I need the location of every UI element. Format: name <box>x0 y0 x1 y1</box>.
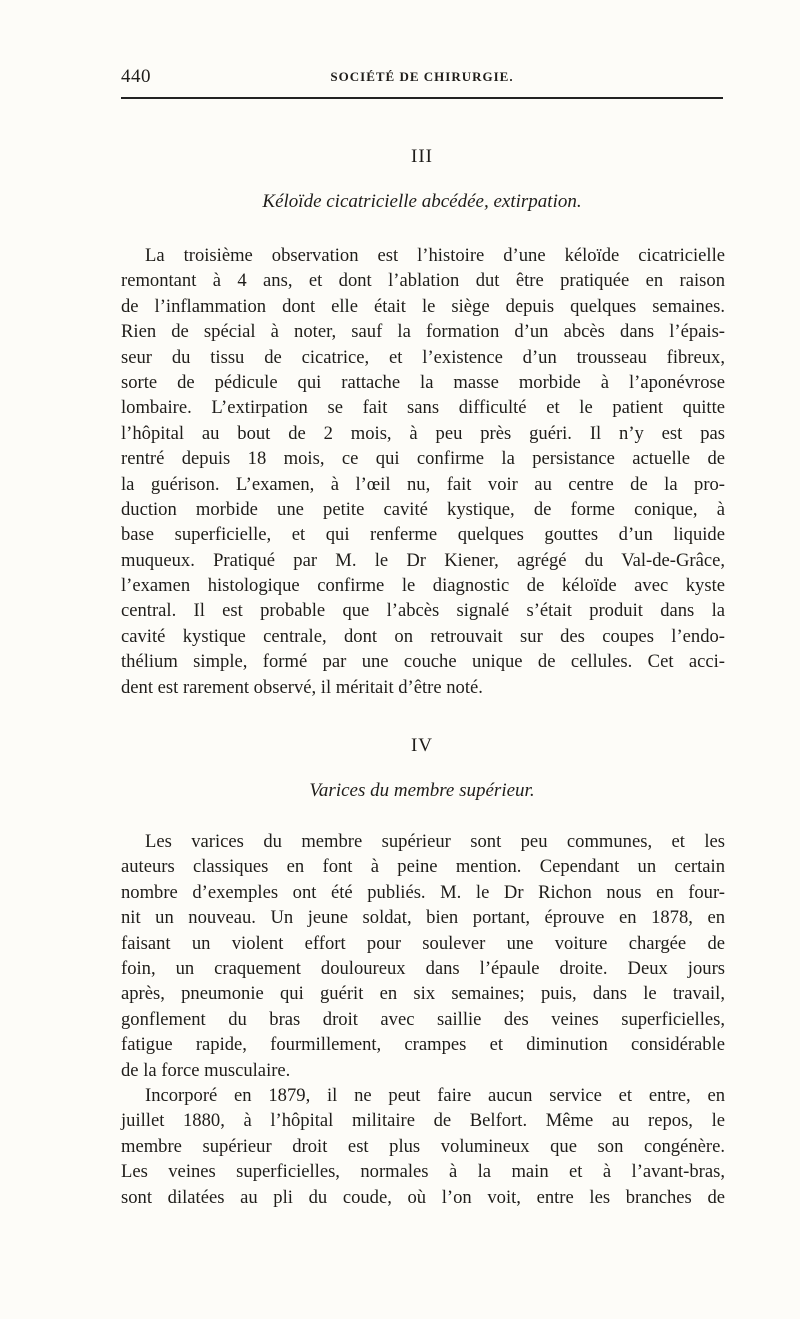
text-line: sorte de pédicule qui rattache la masse morbide à l’aponévrose <box>121 371 725 393</box>
section-title: Kéloïde cicatricielle abcédée, extirpation. <box>262 191 582 212</box>
text-line: membre supérieur droit est plus volumineux que son congénère. <box>121 1135 725 1157</box>
text-line: La troisième observation est l’histoire d’une kéloïde cicatricielle <box>145 245 725 266</box>
text-line: la guérison. L’examen, à l’œil nu, fait voir au centre de la pro- <box>121 473 725 495</box>
text-line: l’hôpital au bout de 2 mois, à peu près guéri. Il n’y est pas <box>121 422 725 444</box>
text-line: lombaire. L’extirpation se fait sans difficulté et le patient quitte <box>121 397 725 419</box>
text-line: dent est rarement observé, il méritait d’être noté. <box>121 676 483 698</box>
text-line: Les veines superficielles, normales à la main et à l’avant-bras, <box>121 1161 725 1183</box>
text-line: l’examen histologique confirme le diagnostic de kéloïde avec kyste <box>121 575 725 597</box>
journal-title: SOCIÉTÉ DE CHIRURGIE. <box>330 69 514 84</box>
text-line: Incorporé en 1879, il ne peut faire aucun service et entre, en <box>145 1085 725 1106</box>
paragraph <box>121 829 725 1083</box>
text-line: muqueux. Pratiqué par M. le Dr Kiener, agrégé du Val-de-Grâce, <box>121 549 725 571</box>
text-line: gonflement du bras droit avec saillie des veines superficielles, <box>121 1008 725 1030</box>
section-number: III <box>411 146 433 167</box>
text-line: central. Il est probable que l’abcès signalé s’était produit dans la <box>121 600 725 622</box>
text-line: base superficielle, et qui renferme quelques gouttes d’un liquide <box>121 524 725 546</box>
text-line: après, pneumonie qui guérit en six semaines; puis, dans le travail, <box>121 983 725 1005</box>
text-line: remontant à 4 ans, et dont l’ablation dut être pratiquée en raison <box>121 270 725 292</box>
text-line: thélium simple, formé par une couche unique de cellules. Cet acci- <box>121 651 725 673</box>
text-line: de l’inflammation dont elle était le siège depuis quelques semaines. <box>121 295 725 317</box>
paragraph <box>121 1083 725 1210</box>
text-line: foin, un craquement douloureux dans l’épaule droite. Deux jours <box>121 957 725 979</box>
text-line: Les varices du membre supérieur sont peu communes, et les <box>145 831 725 852</box>
text-line: juillet 1880, à l’hôpital militaire de Belfort. Même au repos, le <box>121 1110 725 1132</box>
page-number: 440 <box>121 66 151 87</box>
text-line: sont dilatées au pli du coude, où l’on voit, entre les branches de <box>121 1186 725 1208</box>
text-line: nombre d’exemples ont été publiés. M. le Dr Richon nous en four- <box>121 881 725 903</box>
header-rule <box>121 97 723 99</box>
section-number: IV <box>410 735 434 756</box>
section-title: Varices du membre supérieur. <box>309 780 535 801</box>
text-line: fatigue rapide, fourmillement, crampes et diminution considérable <box>121 1034 725 1056</box>
text-line: nit un nouveau. Un jeune soldat, bien portant, éprouve en 1878, en <box>121 907 725 929</box>
text-line: auteurs classiques en font à peine mention. Cependant un certain <box>121 856 725 878</box>
text-line: cavité kystique centrale, dont on retrouvait sur des coupes l’endo- <box>121 625 725 647</box>
text-line: de la force musculaire. <box>121 1059 291 1081</box>
text-line: duction morbide une petite cavité kystique, de forme conique, à <box>121 498 725 520</box>
running-head <box>121 66 723 90</box>
text-line: faisant un violent effort pour soulever une voiture chargée de <box>121 932 725 954</box>
text-line: Rien de spécial à noter, sauf la formation d’un abcès dans l’épais- <box>121 321 725 343</box>
text-line: rentré depuis 18 mois, ce qui confirme la persistance actuelle de <box>121 448 725 470</box>
paragraph <box>121 243 725 700</box>
text-line: seur du tissu de cicatrice, et l’existence d’un trousseau fibreux, <box>121 346 725 368</box>
